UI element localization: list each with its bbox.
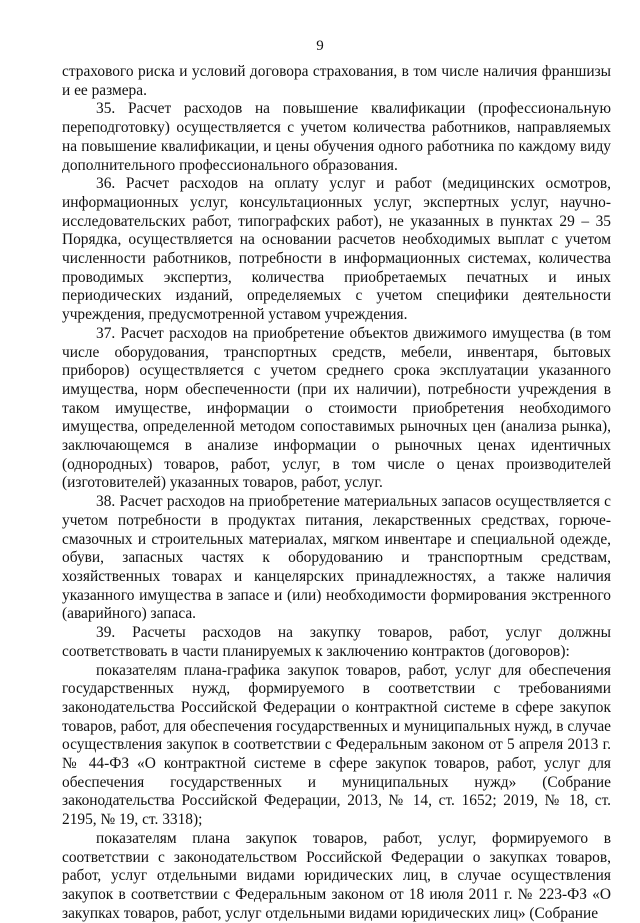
paragraph: страхового риска и условий договора страхования, в том числе наличия франшизы и ее размера. <box>62 63 611 99</box>
paragraph: 36. Расчет расходов на оплату услуг и работ (медицинских осмотров, информационных услуг, консультационных услуг, экспертных услуг, научно-исследовательских работ, типографских работ), не указанных в пунктах 29 – 35 Порядка, осуществляется на основании расчетов необходимых выплат с учетом численности работников, потребности в информационных системах, количества проводимых экспертиз, количества приобретаемых печатных и иных периодических изданий, определяемых с учетом специфики деятельности учреждения, предусмотренной уставом учреждения. <box>62 175 611 324</box>
paragraph: показателям плана-графика закупок товаров, работ, услуг для обеспечения государственных нужд, формируемого в соответствии с требованиями законодательства Российской Федерации о контрактной системе в сфере закупок товаров, работ, для обеспечения государственных и муниципальных нужд, в случае осуществления закупок в соответствии с Федеральным законом от 5 апреля 2013 г. № 44-ФЗ «О контрактной системе в сфере закупок товаров, работ, услуг для обеспечения государственных и муниципальных нужд» (Собрание законодательства Российской Федерации, 2013, № 14, ст. 1652; 2019, № 18, ст. 2195, № 19, ст. 3318); <box>62 661 611 829</box>
paragraph: 39. Расчеты расходов на закупку товаров, работ, услуг должны соответствовать в части планируемых к заключению контрактов (договоров): <box>62 624 611 660</box>
document-body <box>62 63 611 923</box>
paragraph: 38. Расчет расходов на приобретение материальных запасов осуществляется с учетом потребности в продуктах питания, лекарственных средствах, горюче-смазочных и строительных материалах, мягком инвентаре и специальной одежде, обуви, запасных частях к оборудованию и транспортным средствам, хозяйственных товарах и канцелярских принадлежностях, а также наличия указанного имущества в запасе и (или) необходимости формирования экстренного (аварийного) запаса. <box>62 493 611 623</box>
page-number: 9 <box>316 38 324 54</box>
paragraph: показателям плана закупок товаров, работ, услуг, формируемого в соответствии с законодательством Российской Федерации о закупках товаров, работ, услуг отдельными видами юридических лиц, в случае осуществления закупок в соответствии с Федеральным законом от 18 июля 2011 г. № 223-ФЗ «О закупках товаров, работ, услуг отдельными видами юридических лиц» (Собрание <box>62 829 611 922</box>
paragraph: 37. Расчет расходов на приобретение объектов движимого имущества (в том числе оборудования, транспортных средств, мебели, инвентаря, бытовых приборов) осуществляется с учетом среднего срока эксплуатации указанного имущества, норм обеспеченности (при их наличии), потребности учреждения в таком имуществе, информации о стоимости приобретения необходимого имущества, определенной методом сопоставимых рыночных цен (анализа рынка), заключающемся в анализе информации о рыночных ценах идентичных (однородных) товаров, работ, услуг, в том числе о ценах производителей (изготовителей) указанных товаров, работ, услуг. <box>62 324 611 492</box>
paragraph: 35. Расчет расходов на повышение квалификации (профессиональную переподготовку) осуществляется с учетом количества работников, направляемых на повышение квалификации, и цены обучения одного работника по каждому виду дополнительного профессионального образования. <box>62 100 611 174</box>
